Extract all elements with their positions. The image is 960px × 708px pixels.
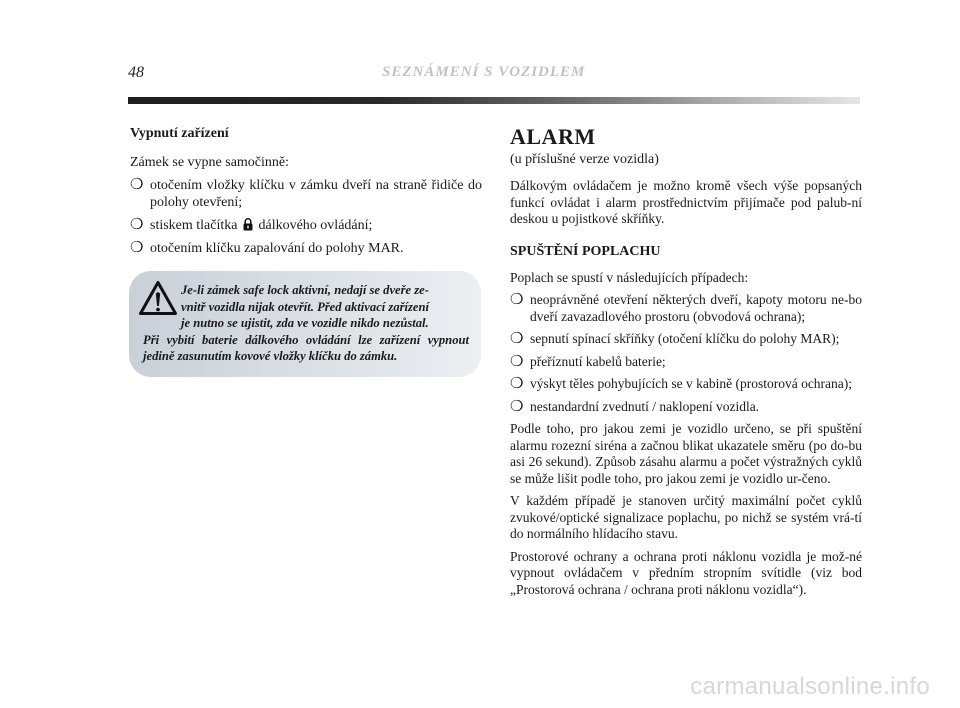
section-heading-vypnuti: Vypnutí zařízení (130, 126, 229, 141)
right-bullet-list (510, 292, 862, 415)
left-intro: Zámek se vypne samočinně: (130, 155, 290, 170)
watermark: carmanualsonline.info (690, 673, 930, 700)
bullet-circle-icon: ❍ (510, 376, 524, 392)
list-item (510, 399, 862, 416)
page-number: 48 (128, 64, 144, 81)
bullet-circle-icon: ❍ (510, 331, 524, 347)
section-heading-spusteni: SPUŠTĚNÍ POPLACHU (510, 243, 661, 259)
warning-line: Je-li zámek safe lock aktivní, nedají se dveře ze- (181, 283, 429, 297)
list-item-text: otočením klíčku zapalování do polohy MAR. (150, 241, 404, 256)
alarm-heading: ALARM (510, 124, 596, 149)
bullet-circle-icon: ❍ (510, 353, 524, 370)
bullet-circle-icon: ❍ (510, 292, 524, 308)
left-bullet-list (130, 177, 482, 257)
left-column (130, 126, 482, 263)
list-item-text: otočením vložky klíčku v zámku dveří na straně řidiče do polohy otevření; (150, 178, 482, 210)
body-paragraph: Podle toho, pro jakou zemi je vozidlo určeno, se při spuštění alarmu rozezní siréna a začnou blikat ukazatele směru (po do-bu asi 26 sekund). Způsob zásahu alarmu a počet výstražných cyklů se může lišit podle toho, pro jakou zemi je vozidlo ur-čeno. (510, 421, 862, 486)
padlock-icon (243, 218, 253, 231)
list-item-text: sepnutí spínací skříňky (otočení klíčku do polohy MAR); (530, 331, 840, 346)
warning-line: je nutno se ujistit, zda ve vozidle nikdo nezůstal. (181, 316, 429, 330)
alarm-subtitle: (u příslušné verze vozidla) (510, 152, 659, 167)
running-header: SEZNÁMENÍ S VOZIDLEM (382, 64, 586, 80)
section-intro: Poplach se spustí v následujících případech: (510, 269, 749, 285)
list-item (510, 331, 862, 348)
warning-rest: Při vybití baterie dálkového ovládání lze zařízení vypnout jedině zasunutím kovové vložky klíčku do zámku. (143, 332, 469, 363)
list-item-text-before-icon: stiskem tlačítka (150, 218, 238, 233)
list-item-text: přeříznutí kabelů baterie; (530, 353, 666, 369)
list-item-text: neoprávněné otevření některých dveří, kapoty motoru ne-bo dveří zavazadlového prostoru (obvodová ochrana); (530, 292, 862, 324)
right-column (510, 124, 862, 604)
list-item-text: nestandardní zvednutí / naklopení vozidla. (530, 398, 760, 414)
warning-box (129, 271, 481, 377)
list-item (510, 376, 862, 393)
bullet-circle-icon: ❍ (130, 240, 144, 256)
warning-line: vnitř vozidla nijak otevřít. Před aktivací zařízení (181, 299, 430, 314)
warning-text (143, 282, 469, 365)
bullet-circle-icon: ❍ (510, 398, 524, 415)
header-rule (128, 97, 860, 104)
list-item-text: výskyt těles pohybujících se v kabině (prostorová ochrana); (530, 376, 853, 391)
body-paragraph: V každém případě je stanoven určitý maximální počet cyklů zvukové/optické signalizace poplachu, po nichž se systém vrá-tí do normálního hlídacího stavu. (510, 493, 862, 541)
list-item (510, 292, 862, 325)
list-item (130, 177, 482, 211)
list-item (510, 354, 862, 371)
bullet-circle-icon: ❍ (130, 217, 144, 233)
list-item-text-after-icon: dálkového ovládání; (258, 218, 373, 233)
list-item (130, 240, 482, 257)
list-item (130, 217, 482, 234)
body-paragraph: Prostorové ochrany a ochrana proti náklonu vozidla je mož-né vypnout ovládačem v předním stropním svítidle (viz bod „Prostorová ochrana / ochrana proti náklonu vozidla“). (510, 548, 862, 597)
bullet-circle-icon: ❍ (130, 177, 144, 193)
alarm-intro: Dálkovým ovládačem je možno kromě všech výše popsaných funkcí ovládat i alarm prostřednictvím přijímače pod palub-ní deskou u pojistkové skříňky. (510, 178, 862, 226)
